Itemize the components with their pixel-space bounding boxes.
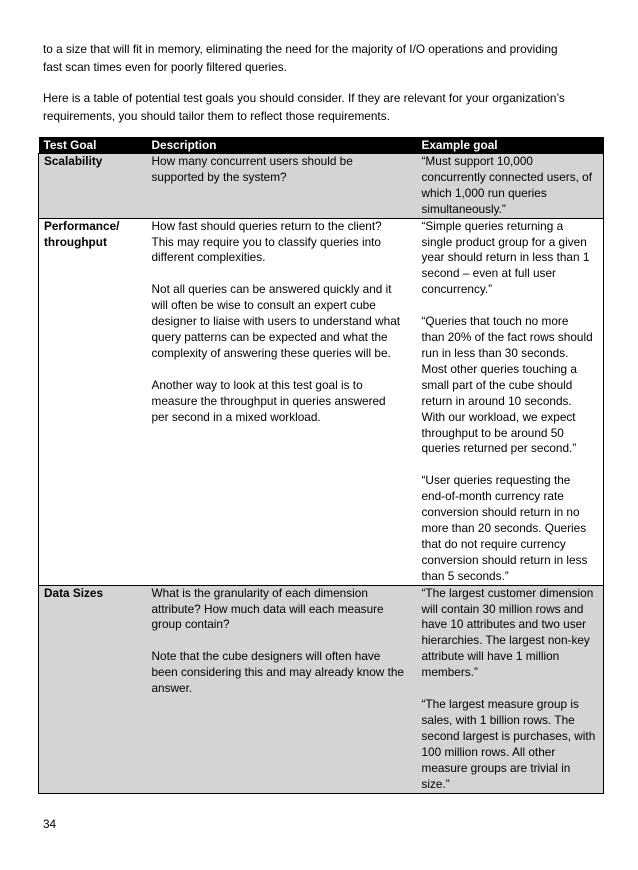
column-header-description: Description [147, 137, 417, 154]
text-line: sales, with 1 billion rows. The [421, 713, 575, 727]
text-line: requirements, you should tailor them to reflect those requirements. [43, 109, 390, 123]
text-line: will often be wise to consult an expert cube [151, 298, 376, 313]
text-line: per second in a mixed workload. [151, 409, 321, 424]
example-goal-cell [417, 154, 604, 219]
text-line: than 5 seconds.” [421, 568, 509, 583]
text-line: What is the granularity of each dimension [151, 585, 368, 600]
text-line: “The largest customer dimension [421, 585, 594, 600]
text-line: second – even at full user [421, 266, 556, 281]
text-line: attribute? How much data will each measure [151, 601, 384, 616]
text-line: have 10 attributes and two user [421, 617, 587, 632]
text-line: fast scan times even for poorly filtered queries. [43, 60, 287, 74]
description-cell [147, 218, 417, 585]
test-goal-label: throughput [44, 234, 107, 249]
text-line: second largest is purchases, with [421, 728, 596, 743]
text-line: “Must support 10,000 [421, 154, 533, 168]
text-line: conversion should return in less [421, 552, 588, 567]
text-line: year should return in less than 1 [421, 250, 590, 265]
description-cell [147, 154, 417, 219]
intro-paragraph-2 [43, 89, 608, 125]
text-line: simultaneously.” [421, 201, 506, 216]
text-line: query patterns can be expected and what the [151, 330, 388, 345]
column-header-example-goal: Example goal [417, 137, 604, 154]
text-line: concurrency.” [421, 282, 493, 297]
description-paragraph [152, 282, 412, 362]
test-goal-label: Performance/ [44, 218, 120, 233]
example-goal-cell [417, 585, 604, 793]
table-body [39, 154, 604, 794]
text-line: will contain 30 million rows and [421, 601, 584, 616]
description-paragraph [152, 378, 412, 426]
paragraph-spacer [152, 266, 412, 282]
text-line: complexity of answering these queries will be. [151, 345, 391, 360]
text-line: supported by the system? [151, 169, 287, 184]
text-line: concurrently connected users, of [421, 169, 592, 184]
text-line: end-of-month currency rate [421, 489, 564, 504]
example-goal-cell [417, 218, 604, 585]
table-row [39, 218, 604, 585]
text-line: “The largest measure group is [421, 697, 579, 712]
paragraph-spacer [152, 633, 412, 649]
text-line: return in around 10 seconds. [421, 393, 572, 408]
text-line: How many concurrent users should be [151, 154, 353, 168]
text-line: With our workload, we expect [421, 409, 576, 424]
text-line: Most other queries touching a [421, 361, 577, 376]
description-paragraph [152, 649, 412, 697]
text-line: single product group for a given [421, 234, 587, 249]
text-line: Not all queries can be answered quickly and it [151, 282, 392, 297]
test-goal-cell [39, 218, 147, 585]
text-line: “Queries that touch no more [421, 314, 569, 329]
test-goal-cell [39, 585, 147, 793]
text-line: Here is a table of potential test goals you should consider. If they are relevant for your organization’s [43, 91, 565, 105]
text-line: measure the throughput in queries answered [151, 393, 386, 408]
page-number: 34 [43, 817, 57, 831]
paragraph-spacer [422, 457, 599, 473]
text-line: to a size that will fit in memory, eliminating the need for the majority of I/O operations and providing [43, 42, 558, 56]
example-goal-paragraph [422, 697, 599, 792]
example-goal-paragraph [422, 219, 599, 299]
text-line: been considering this and may already know the [151, 665, 404, 680]
test-goal-label: Scalability [44, 154, 103, 168]
description-cell [147, 585, 417, 793]
text-line: members.” [421, 665, 478, 680]
table-row [39, 585, 604, 793]
test-goal-cell [39, 154, 147, 219]
description-paragraph [152, 219, 412, 267]
text-line: attribute will have 1 million [421, 649, 560, 664]
text-line: “Simple queries returning a [421, 218, 564, 233]
text-line: conversion should return in no [421, 505, 580, 520]
description-paragraph [152, 154, 412, 186]
text-line: size.” [421, 776, 450, 791]
table-row [39, 154, 604, 219]
text-line: small part of the cube should [421, 377, 573, 392]
text-line: This may require you to classify queries into [151, 234, 381, 249]
text-line: How fast should queries return to the client? [151, 218, 382, 233]
paragraph-spacer [152, 362, 412, 378]
test-goals-table [38, 137, 604, 794]
paragraph-spacer [422, 298, 599, 314]
text-line: designer to liaise with users to understand what [151, 314, 401, 329]
text-line: which 1,000 run queries [421, 185, 547, 200]
example-goal-paragraph [422, 154, 599, 218]
text-line: throughput to be around 50 [421, 425, 564, 440]
paragraph-spacer [422, 681, 599, 697]
table-header [39, 137, 604, 154]
text-line: 100 million rows. All other [421, 744, 556, 759]
text-line: Another way to look at this test goal is to [151, 377, 363, 392]
text-line: “User queries requesting the [421, 473, 571, 488]
column-header-test-goal: Test Goal [39, 137, 147, 154]
example-goal-paragraph [422, 314, 599, 457]
text-line: measure groups are trivial in [421, 760, 571, 775]
description-paragraph [152, 586, 412, 634]
intro-paragraph-1 [43, 40, 608, 76]
example-goal-paragraph [422, 473, 599, 584]
text-line: queries returned per second.” [421, 441, 577, 456]
text-line: different complexities. [151, 250, 266, 265]
text-line: more than 20 seconds. Queries [421, 521, 587, 536]
text-line: than 20% of the fact rows should [421, 330, 593, 345]
text-line: answer. [151, 681, 193, 696]
text-line: group contain? [151, 617, 230, 632]
text-line: Note that the cube designers will often have [151, 649, 381, 664]
example-goal-paragraph [422, 586, 599, 681]
text-line: run in less than 30 seconds. [421, 345, 569, 360]
text-line: hierarchies. The largest non-key [421, 633, 590, 648]
test-goal-label: Data Sizes [44, 585, 104, 600]
text-line: that do not require currency [421, 536, 566, 551]
header-row [39, 137, 604, 154]
